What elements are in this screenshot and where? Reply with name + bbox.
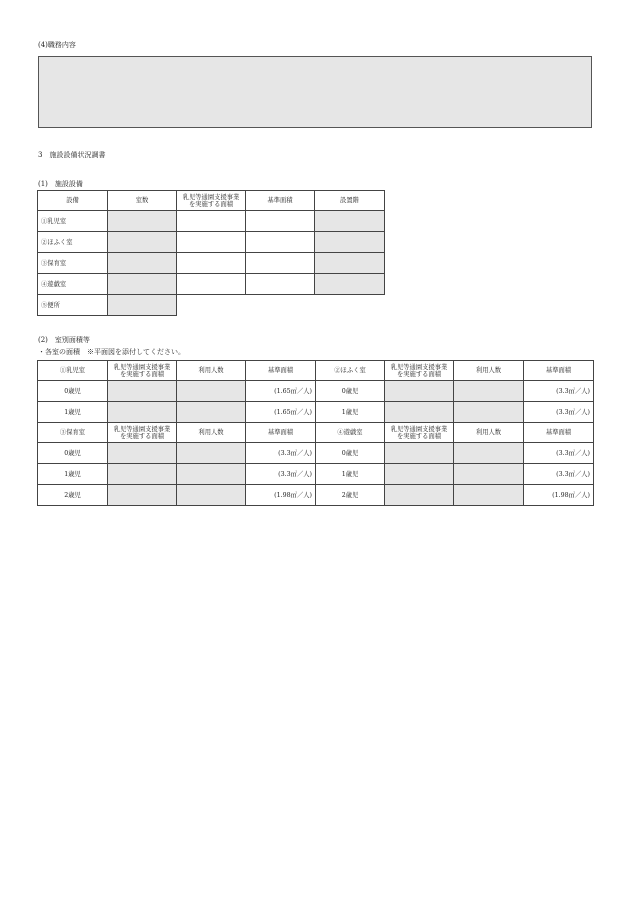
users-input-cell xyxy=(454,381,524,402)
column-header: 乳児等通園支援事業 を実施する面積 xyxy=(108,423,177,443)
input-cell[interactable] xyxy=(177,274,246,295)
standard-area: (3.3㎡／人) xyxy=(524,443,594,464)
users-input-cell xyxy=(177,443,246,464)
room-name: ④遊戯室 xyxy=(316,423,385,443)
room-header-row xyxy=(38,423,594,443)
input-cell xyxy=(108,274,177,295)
section3-title: 3 施設設備状況調書 xyxy=(38,151,106,159)
room-area-note: ・各室の面積 ※平面図を添付してください。 xyxy=(38,348,185,356)
facility-name: ⑤便所 xyxy=(38,295,108,316)
standard-area: (3.3㎡／人) xyxy=(246,464,316,485)
column-header: 基準面積 xyxy=(524,361,594,381)
column-header: 乳児等通園支援事業 を実施する面積 xyxy=(108,361,177,381)
room-name: ③保育室 xyxy=(38,423,108,443)
input-cell xyxy=(108,232,177,253)
age-label: 1歳児 xyxy=(316,402,385,423)
input-cell xyxy=(315,274,385,295)
table-row xyxy=(38,464,594,485)
table-row xyxy=(38,211,385,232)
users-input-cell xyxy=(454,464,524,485)
users-input-cell xyxy=(177,381,246,402)
table-row xyxy=(38,274,385,295)
area-input-cell xyxy=(108,464,177,485)
standard-area: (1.65㎡／人) xyxy=(246,402,316,423)
age-label: 1歳児 xyxy=(38,402,108,423)
age-label: 1歳児 xyxy=(316,464,385,485)
age-label: 2歳児 xyxy=(316,485,385,506)
column-header: 基準面積 xyxy=(246,191,315,211)
column-header: 基準面積 xyxy=(246,361,316,381)
users-input-cell xyxy=(177,485,246,506)
column-header: 設備 xyxy=(38,191,108,211)
input-cell xyxy=(315,232,385,253)
facility-header-row xyxy=(38,191,385,211)
facility-name: ④遊戯室 xyxy=(38,274,108,295)
room-area-title: (2) 室別面積等 xyxy=(38,336,90,344)
facility-name: ③保育室 xyxy=(38,253,108,274)
age-label: 0歳児 xyxy=(316,381,385,402)
table-row xyxy=(38,232,385,253)
column-header: 乳児等通園支援事業 を実施する面積 xyxy=(177,191,246,211)
area-input-cell xyxy=(108,381,177,402)
area-input-cell xyxy=(385,381,454,402)
room-name: ②ほふく室 xyxy=(316,361,385,381)
area-input-cell xyxy=(108,402,177,423)
area-input-cell xyxy=(108,443,177,464)
duties-label: (4)職務内容 xyxy=(38,41,76,49)
column-header: 利用人数 xyxy=(177,361,246,381)
standard-area: (3.3㎡／人) xyxy=(246,443,316,464)
age-label: 0歳児 xyxy=(38,381,108,402)
users-input-cell xyxy=(177,402,246,423)
age-label: 2歳児 xyxy=(38,485,108,506)
column-header: 利用人数 xyxy=(454,361,524,381)
users-input-cell xyxy=(454,443,524,464)
users-input-cell xyxy=(177,464,246,485)
area-input-cell xyxy=(385,464,454,485)
users-input-cell xyxy=(454,485,524,506)
area-input-cell xyxy=(385,402,454,423)
table-row xyxy=(38,381,594,402)
age-label: 0歳児 xyxy=(316,443,385,464)
input-cell[interactable] xyxy=(246,253,315,274)
age-label: 0歳児 xyxy=(38,443,108,464)
input-cell xyxy=(315,211,385,232)
standard-area: (1.98㎡／人) xyxy=(524,485,594,506)
table-row xyxy=(38,253,385,274)
table-row xyxy=(38,443,594,464)
column-header: 利用人数 xyxy=(454,423,524,443)
column-header: 乳児等通園支援事業 を実施する面積 xyxy=(385,423,454,443)
users-input-cell xyxy=(454,402,524,423)
room-name: ①乳児室 xyxy=(38,361,108,381)
duties-content-field[interactable] xyxy=(38,56,592,128)
input-cell[interactable] xyxy=(246,211,315,232)
standard-area: (3.3㎡／人) xyxy=(524,464,594,485)
input-cell xyxy=(108,295,177,316)
area-input-cell xyxy=(108,485,177,506)
standard-area: (1.65㎡／人) xyxy=(246,381,316,402)
facility-name: ①乳児室 xyxy=(38,211,108,232)
input-cell[interactable] xyxy=(246,232,315,253)
column-header: 基準面積 xyxy=(246,423,316,443)
facility-name: ②ほふく室 xyxy=(38,232,108,253)
standard-area: (3.3㎡／人) xyxy=(524,402,594,423)
room-area-table xyxy=(37,360,594,506)
column-header: 設置階 xyxy=(315,191,385,211)
table-row xyxy=(38,485,594,506)
facility-table xyxy=(37,190,385,316)
area-input-cell xyxy=(385,443,454,464)
input-cell[interactable] xyxy=(177,211,246,232)
area-input-cell xyxy=(385,485,454,506)
table-row xyxy=(38,402,594,423)
input-cell xyxy=(108,253,177,274)
standard-area: (1.98㎡／人) xyxy=(246,485,316,506)
column-header: 室数 xyxy=(108,191,177,211)
facilities-title: (1) 施設設備 xyxy=(38,180,83,188)
column-header: 利用人数 xyxy=(177,423,246,443)
input-cell[interactable] xyxy=(177,253,246,274)
input-cell[interactable] xyxy=(177,232,246,253)
standard-area: (3.3㎡／人) xyxy=(524,381,594,402)
column-header: 乳児等通園支援事業 を実施する面積 xyxy=(385,361,454,381)
input-cell xyxy=(315,253,385,274)
age-label: 1歳児 xyxy=(38,464,108,485)
input-cell[interactable] xyxy=(246,274,315,295)
table-row xyxy=(38,295,385,316)
empty-space xyxy=(177,295,385,316)
input-cell xyxy=(108,211,177,232)
column-header: 基準面積 xyxy=(524,423,594,443)
room-header-row xyxy=(38,361,594,381)
